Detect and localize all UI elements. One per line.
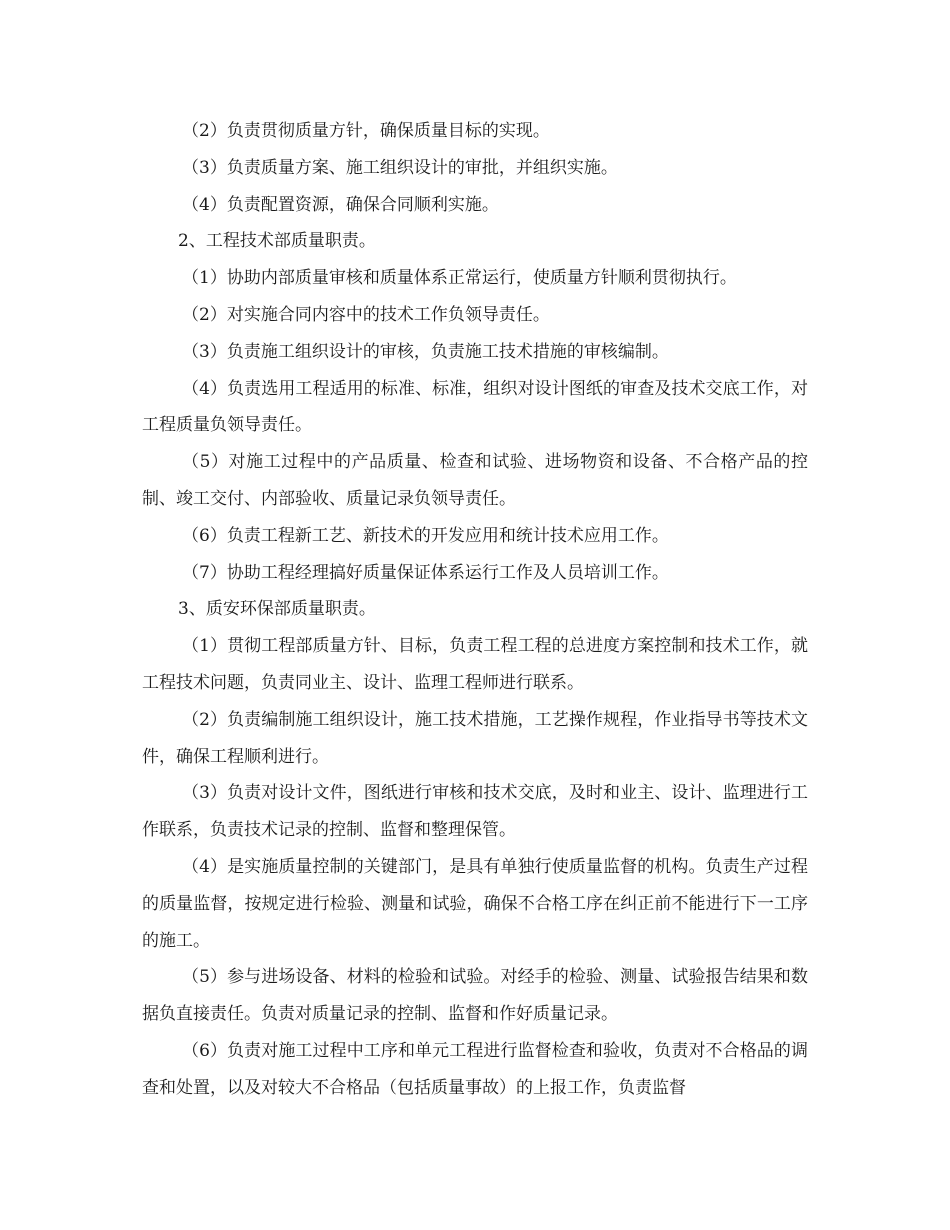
section-heading: 3、质安环保部质量职责。 [178,599,376,620]
paragraph: （3）负责对设计文件，图纸进行审核和技术交底，及时和业主、设计、监理进行工作联系，负责技术记录的控制、监督和整理保管。 [142,783,808,841]
paragraph: （4）负责配置资源，确保合同顺利实施。 [182,194,499,215]
paragraph: （6）负责工程新工艺、新技术的开发应用和统计技术应用工作。 [182,525,669,546]
section-heading: 2、工程技术部质量职责。 [178,231,376,252]
paragraph: （2）负责编制施工组织设计，施工技术措施，工艺操作规程，作业指导书等技术文件，确保工程顺利进行。 [142,709,808,767]
paragraph: （2）对实施合同内容中的技术工作负领导责任。 [182,304,550,325]
paragraph: （1）贯彻工程部质量方针、目标，负责工程工程的总进度方案控制和技术工作，就工程技术问题，负责同业主、设计、监理工程师进行联系。 [142,636,808,693]
paragraph: （3）负责施工组织设计的审核，负责施工技术措施的审核编制。 [182,341,669,362]
paragraph: （2）负责贯彻质量方针，确保质量目标的实现。 [182,121,550,141]
paragraph: （4）是实施质量控制的关键部门，是具有单独行使质量监督的机构。负责生产过程的质量监督，按规定进行检验、测量和试验，确保不合格工序在纠正前不能进行下一工序的施工。 [142,856,808,951]
paragraph: （7）协助工程经理搞好质量保证体系运行工作及人员培训工作。 [182,562,669,583]
paragraph: （4）负责选用工程适用的标准、标准，组织对设计图纸的审查及技术交底工作，对工程质量负领导责任。 [142,378,808,436]
paragraph: （5）对施工过程中的产品质量、检查和试验、进场物资和设备、不合格产品的控制、竣工交付、内部验收、质量记录负领导责任。 [142,452,808,509]
paragraph: （5）参与进场设备、材料的检验和试验。对经手的检验、测量、试验报告结果和数据负直接责任。负责对质量记录的控制、监督和作好质量记录。 [142,967,808,1025]
document-body [142,113,808,1107]
paragraph: （3）负责质量方案、施工组织设计的审批，并组织实施。 [182,157,618,178]
paragraph: （1）协助内部质量审核和质量体系正常运行，使质量方针顺利贯彻执行。 [182,268,737,289]
paragraph: （6）负责对施工过程中工序和单元工程进行监督检查和验收，负责对不合格品的调查和处置，以及对较大不合格品（包括质量事故）的上报工作，负责监督 [142,1040,808,1098]
